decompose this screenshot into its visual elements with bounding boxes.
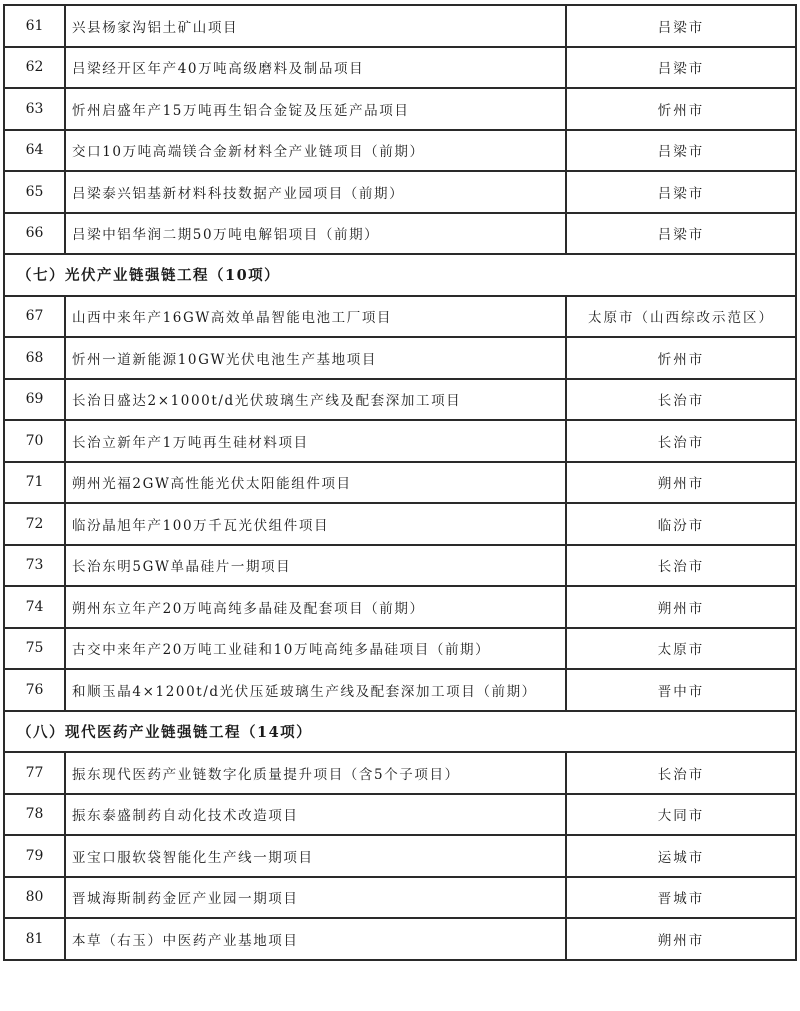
project-city: 大同市 bbox=[566, 794, 796, 836]
project-city: 朔州市 bbox=[566, 918, 796, 960]
table-row bbox=[4, 628, 796, 670]
project-city: 朔州市 bbox=[566, 586, 796, 628]
table-row bbox=[4, 420, 796, 462]
project-name: 忻州启盛年产15万吨再生铝合金锭及压延产品项目 bbox=[65, 88, 566, 130]
table-row bbox=[4, 88, 796, 130]
table-row bbox=[4, 171, 796, 213]
row-number: 65 bbox=[4, 171, 65, 213]
project-city: 吕梁市 bbox=[566, 213, 796, 255]
row-number: 73 bbox=[4, 545, 65, 587]
project-name: 吕梁中铝华润二期50万吨电解铝项目（前期） bbox=[65, 213, 566, 255]
section-title: （七）光伏产业链强链工程（10项） bbox=[4, 254, 796, 296]
table-row bbox=[4, 794, 796, 836]
project-list-body bbox=[4, 5, 796, 960]
project-list-table bbox=[3, 4, 797, 961]
project-name: 朔州东立年产20万吨高纯多晶硅及配套项目（前期） bbox=[65, 586, 566, 628]
table-row bbox=[4, 545, 796, 587]
project-city: 运城市 bbox=[566, 835, 796, 877]
project-city: 长治市 bbox=[566, 545, 796, 587]
project-name: 振东现代医药产业链数字化质量提升项目（含5个子项目） bbox=[65, 752, 566, 794]
project-list-table-container bbox=[3, 4, 795, 961]
project-name: 朔州光福2GW高性能光伏太阳能组件项目 bbox=[65, 462, 566, 504]
table-row bbox=[4, 918, 796, 960]
table-row bbox=[4, 47, 796, 89]
project-city: 长治市 bbox=[566, 752, 796, 794]
project-name: 忻州一道新能源10GW光伏电池生产基地项目 bbox=[65, 337, 566, 379]
project-name: 长治东明5GW单晶硅片一期项目 bbox=[65, 545, 566, 587]
row-number: 81 bbox=[4, 918, 65, 960]
row-number: 75 bbox=[4, 628, 65, 670]
table-row bbox=[4, 130, 796, 172]
table-row bbox=[4, 337, 796, 379]
table-row bbox=[4, 462, 796, 504]
project-city: 忻州市 bbox=[566, 88, 796, 130]
table-row bbox=[4, 213, 796, 255]
table-row bbox=[4, 503, 796, 545]
table-row bbox=[4, 877, 796, 919]
row-number: 62 bbox=[4, 47, 65, 89]
section-header-row bbox=[4, 254, 796, 296]
project-name: 长治日盛达2×1000t/d光伏玻璃生产线及配套深加工项目 bbox=[65, 379, 566, 421]
table-row bbox=[4, 835, 796, 877]
project-name: 本草（右玉）中医药产业基地项目 bbox=[65, 918, 566, 960]
table-row bbox=[4, 586, 796, 628]
row-number: 70 bbox=[4, 420, 65, 462]
project-name: 长治立新年产1万吨再生硅材料项目 bbox=[65, 420, 566, 462]
row-number: 71 bbox=[4, 462, 65, 504]
project-city: 朔州市 bbox=[566, 462, 796, 504]
project-name: 兴县杨家沟铝土矿山项目 bbox=[65, 5, 566, 47]
row-number: 77 bbox=[4, 752, 65, 794]
table-row bbox=[4, 669, 796, 711]
project-city: 晋城市 bbox=[566, 877, 796, 919]
table-row bbox=[4, 296, 796, 338]
project-name: 吕梁泰兴铝基新材料科技数据产业园项目（前期） bbox=[65, 171, 566, 213]
project-city: 长治市 bbox=[566, 379, 796, 421]
row-number: 63 bbox=[4, 88, 65, 130]
row-number: 64 bbox=[4, 130, 65, 172]
project-name: 振东泰盛制药自动化技术改造项目 bbox=[65, 794, 566, 836]
project-city: 吕梁市 bbox=[566, 130, 796, 172]
row-number: 69 bbox=[4, 379, 65, 421]
row-number: 79 bbox=[4, 835, 65, 877]
project-city: 吕梁市 bbox=[566, 5, 796, 47]
row-number: 66 bbox=[4, 213, 65, 255]
table-row bbox=[4, 5, 796, 47]
project-name: 交口10万吨高端镁合金新材料全产业链项目（前期） bbox=[65, 130, 566, 172]
row-number: 61 bbox=[4, 5, 65, 47]
project-name: 山西中来年产16GW高效单晶智能电池工厂项目 bbox=[65, 296, 566, 338]
table-row bbox=[4, 379, 796, 421]
project-city: 吕梁市 bbox=[566, 171, 796, 213]
project-name: 亚宝口服软袋智能化生产线一期项目 bbox=[65, 835, 566, 877]
project-city: 临汾市 bbox=[566, 503, 796, 545]
section-title: （八）现代医药产业链强链工程（14项） bbox=[4, 711, 796, 753]
project-city: 太原市（山西综改示范区） bbox=[566, 296, 796, 338]
project-city: 太原市 bbox=[566, 628, 796, 670]
row-number: 80 bbox=[4, 877, 65, 919]
project-name: 和顺玉晶4×1200t/d光伏压延玻璃生产线及配套深加工项目（前期） bbox=[65, 669, 566, 711]
project-name: 古交中来年产20万吨工业硅和10万吨高纯多晶硅项目（前期） bbox=[65, 628, 566, 670]
table-row bbox=[4, 752, 796, 794]
section-header-row bbox=[4, 711, 796, 753]
project-name: 临汾晶旭年产100万千瓦光伏组件项目 bbox=[65, 503, 566, 545]
row-number: 78 bbox=[4, 794, 65, 836]
project-name: 吕梁经开区年产40万吨高级磨料及制品项目 bbox=[65, 47, 566, 89]
row-number: 68 bbox=[4, 337, 65, 379]
project-city: 长治市 bbox=[566, 420, 796, 462]
project-city: 晋中市 bbox=[566, 669, 796, 711]
project-city: 忻州市 bbox=[566, 337, 796, 379]
project-city: 吕梁市 bbox=[566, 47, 796, 89]
row-number: 72 bbox=[4, 503, 65, 545]
project-name: 晋城海斯制药金匠产业园一期项目 bbox=[65, 877, 566, 919]
row-number: 67 bbox=[4, 296, 65, 338]
row-number: 76 bbox=[4, 669, 65, 711]
row-number: 74 bbox=[4, 586, 65, 628]
